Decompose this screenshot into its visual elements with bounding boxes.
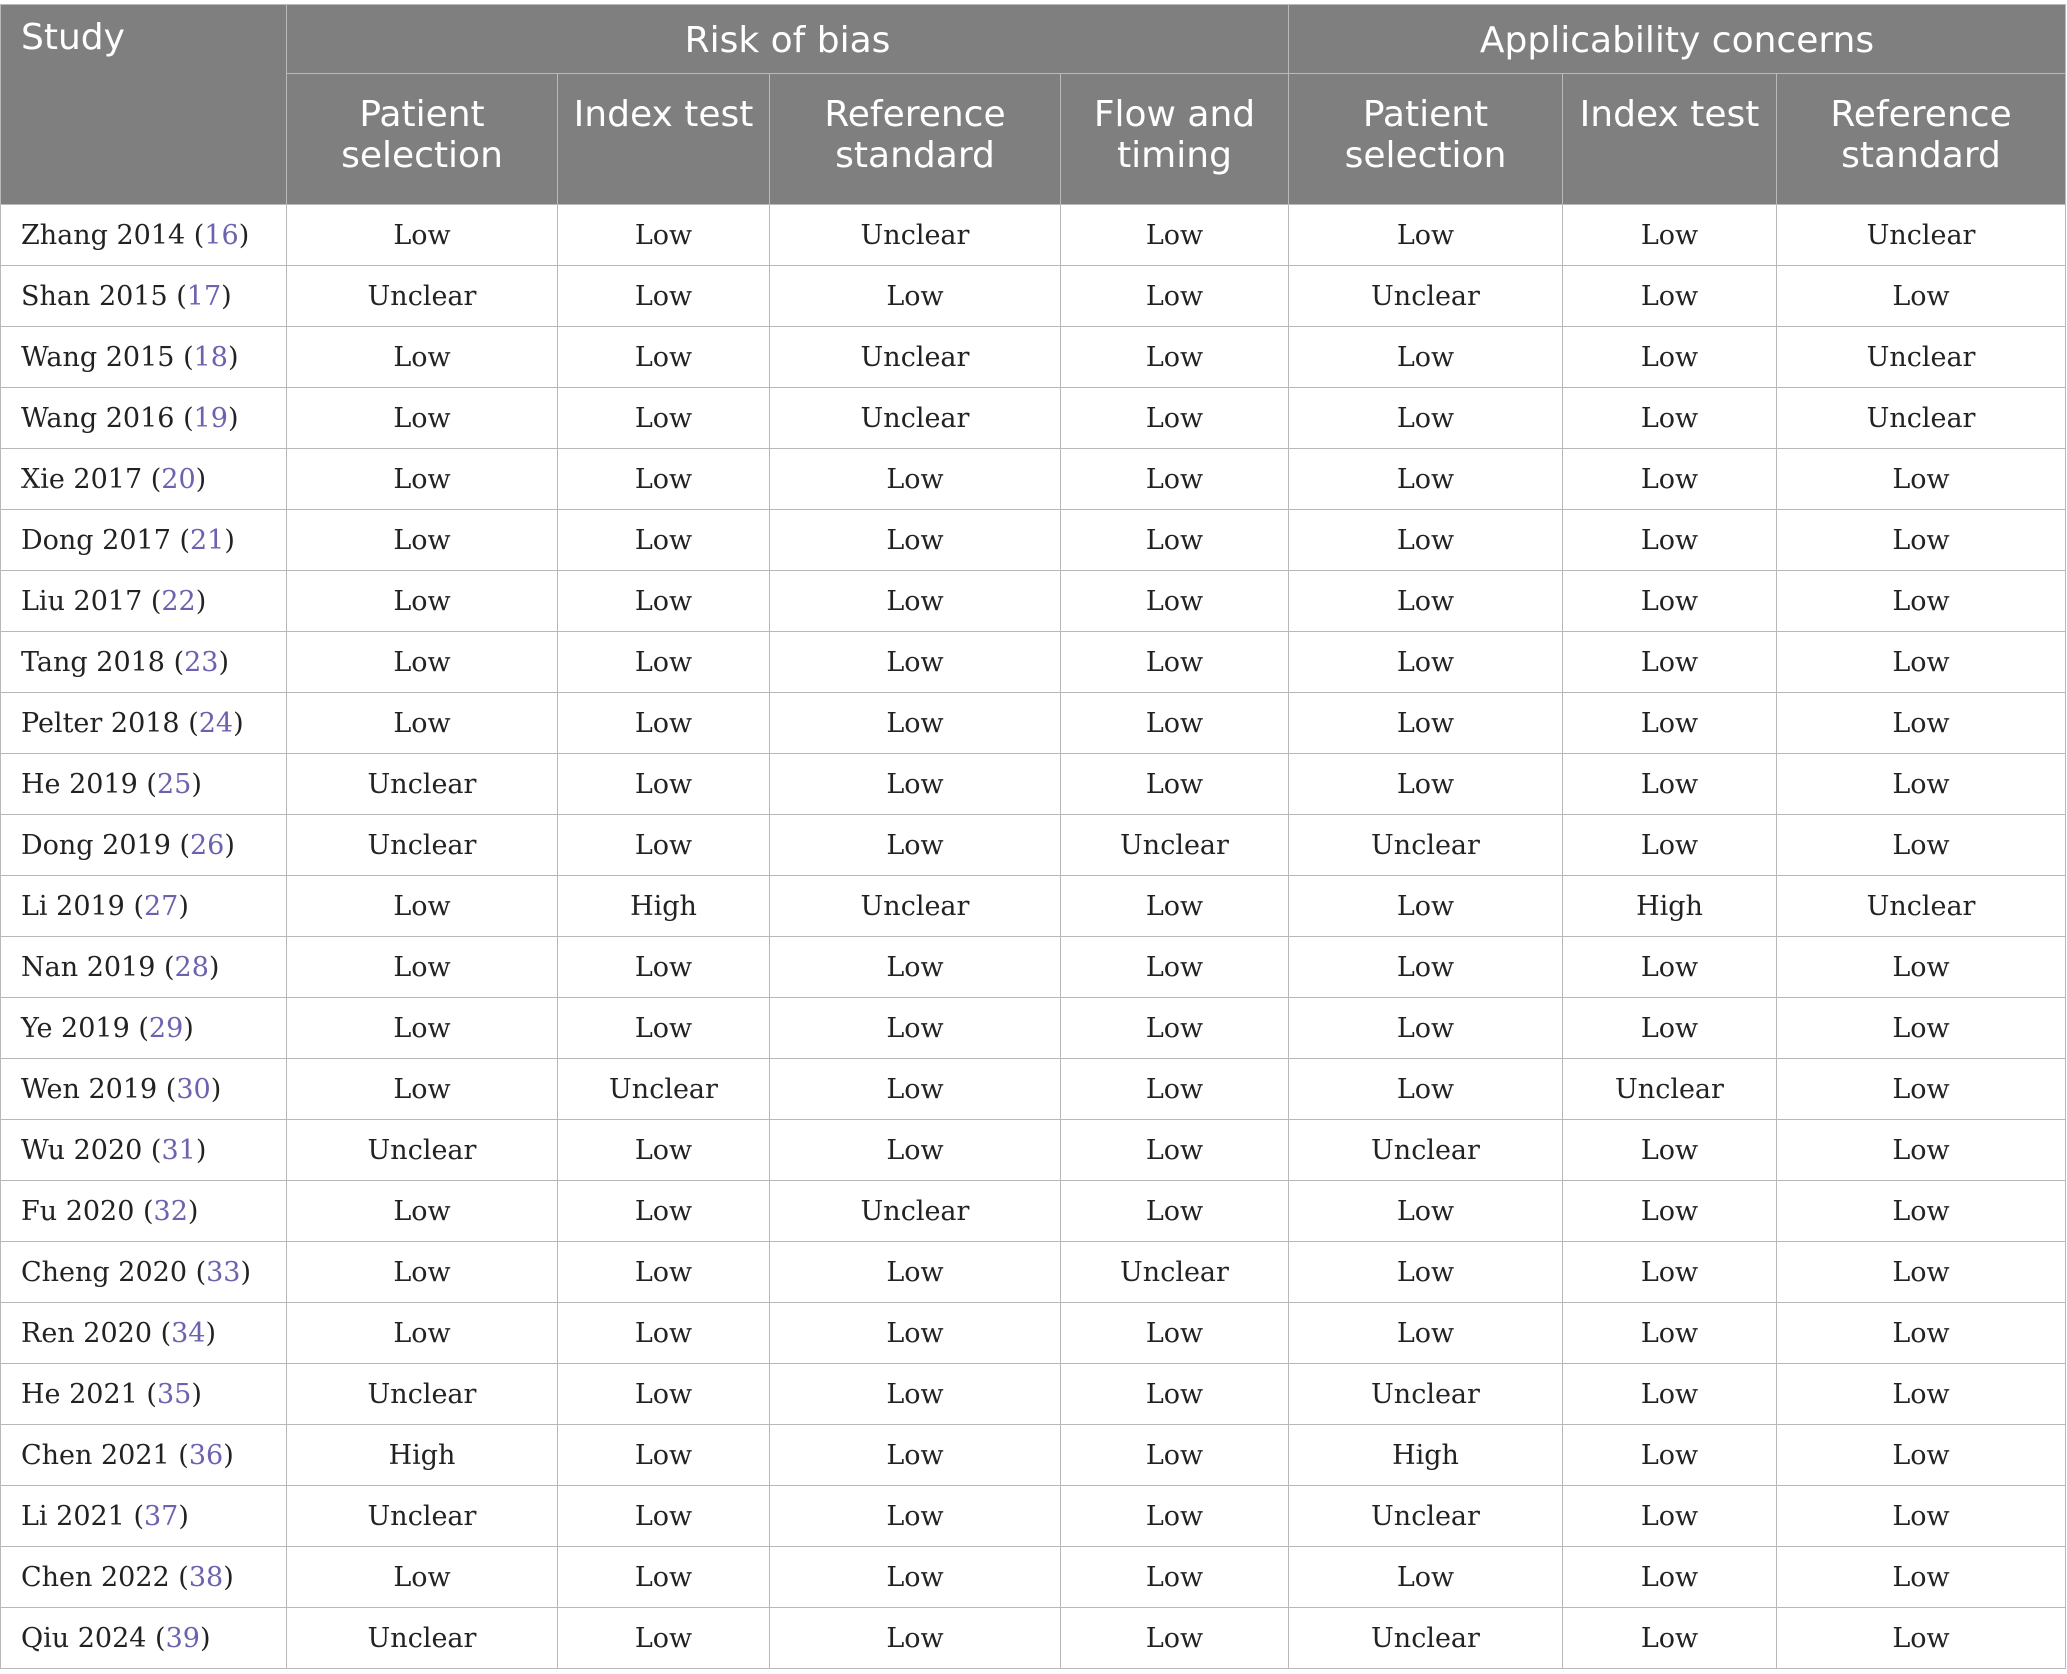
study-name: Nan 2019 bbox=[21, 951, 156, 983]
rating-cell: Low bbox=[287, 571, 558, 632]
rating-cell: Low bbox=[287, 327, 558, 388]
rating-cell: Low bbox=[1777, 815, 2066, 876]
rating-cell: Low bbox=[1563, 754, 1777, 815]
rating-cell: Low bbox=[1289, 1059, 1563, 1120]
study-name: Cheng 2020 bbox=[21, 1256, 187, 1288]
rating-cell: Low bbox=[1289, 693, 1563, 754]
table-row bbox=[1, 327, 2066, 388]
reference-link[interactable]: 25 bbox=[156, 768, 192, 800]
rating-cell: Low bbox=[1061, 1364, 1289, 1425]
rating-cell: Unclear bbox=[1061, 1242, 1289, 1303]
rating-cell: Low bbox=[770, 1059, 1061, 1120]
rating-cell: Low bbox=[1061, 1547, 1289, 1608]
rating-cell: Low bbox=[558, 815, 770, 876]
study-cell: Wang 2016 (19) bbox=[1, 388, 287, 449]
study-name: Li 2021 bbox=[21, 1500, 125, 1532]
reference-link[interactable]: 31 bbox=[161, 1134, 196, 1166]
rating-cell: Unclear bbox=[1289, 1486, 1563, 1547]
rating-cell: Low bbox=[770, 1242, 1061, 1303]
table-row bbox=[1, 1242, 2066, 1303]
rating-cell: Low bbox=[1061, 632, 1289, 693]
study-name: He 2019 bbox=[21, 768, 138, 800]
rating-cell: Unclear bbox=[1777, 327, 2066, 388]
rating-cell: Low bbox=[1289, 205, 1563, 266]
reference-link[interactable]: 30 bbox=[176, 1073, 211, 1105]
table-row bbox=[1, 1120, 2066, 1181]
table-row bbox=[1, 1181, 2066, 1242]
rating-cell: Unclear bbox=[1777, 876, 2066, 937]
study-cell: Dong 2017 (21) bbox=[1, 510, 287, 571]
column-header-line: Patient bbox=[359, 94, 485, 135]
rating-cell: Low bbox=[770, 1486, 1061, 1547]
rating-cell: Low bbox=[558, 1120, 770, 1181]
rating-cell: Low bbox=[1777, 1364, 2066, 1425]
rating-cell: Low bbox=[558, 1608, 770, 1669]
study-cell: Wen 2019 (30) bbox=[1, 1059, 287, 1120]
table-row bbox=[1, 632, 2066, 693]
rating-cell: Low bbox=[1061, 571, 1289, 632]
table-row bbox=[1, 1608, 2066, 1669]
study-cell: Liu 2017 (22) bbox=[1, 571, 287, 632]
study-name: Wu 2020 bbox=[21, 1134, 143, 1166]
column-header-ac-index-test bbox=[1563, 74, 1777, 205]
column-header-ac-reference-standard bbox=[1777, 74, 2066, 205]
study-cell: Wang 2015 (18) bbox=[1, 327, 287, 388]
rating-cell: Low bbox=[1061, 1486, 1289, 1547]
rating-cell: Low bbox=[1777, 1242, 2066, 1303]
reference-link[interactable]: 35 bbox=[156, 1378, 192, 1410]
reference-link[interactable]: 33 bbox=[206, 1256, 241, 1288]
reference-link[interactable]: 17 bbox=[186, 280, 222, 312]
rating-cell: Unclear bbox=[287, 754, 558, 815]
rating-cell: Low bbox=[1563, 327, 1777, 388]
rating-cell: Low bbox=[1061, 1303, 1289, 1364]
reference-link[interactable]: 36 bbox=[188, 1439, 224, 1471]
rating-cell: Low bbox=[1289, 754, 1563, 815]
study-name: Shan 2015 bbox=[21, 280, 168, 312]
column-header-study: Study bbox=[1, 5, 287, 205]
quadas-table bbox=[0, 4, 2066, 1669]
rating-cell: Low bbox=[1289, 632, 1563, 693]
rating-cell: Low bbox=[770, 571, 1061, 632]
rating-cell: Low bbox=[1777, 937, 2066, 998]
rating-cell: Unclear bbox=[770, 876, 1061, 937]
rating-cell: Low bbox=[558, 388, 770, 449]
rating-cell: Low bbox=[1061, 876, 1289, 937]
rating-cell: Low bbox=[558, 266, 770, 327]
rating-cell: Low bbox=[1289, 1181, 1563, 1242]
rating-cell: Low bbox=[558, 1303, 770, 1364]
rating-cell: Low bbox=[558, 1364, 770, 1425]
column-header-line: Reference bbox=[1830, 94, 2012, 135]
rating-cell: Low bbox=[1061, 693, 1289, 754]
study-cell: Dong 2019 (26) bbox=[1, 815, 287, 876]
reference-link[interactable]: 20 bbox=[161, 463, 196, 495]
rating-cell: Low bbox=[558, 632, 770, 693]
table-body bbox=[1, 205, 2066, 1669]
reference-link[interactable]: 22 bbox=[161, 585, 196, 617]
reference-link[interactable]: 26 bbox=[190, 829, 225, 861]
rating-cell: Low bbox=[558, 205, 770, 266]
rating-cell: Low bbox=[1061, 754, 1289, 815]
rating-cell: Unclear bbox=[1289, 1608, 1563, 1669]
rating-cell: Unclear bbox=[770, 205, 1061, 266]
study-cell: Ren 2020 (34) bbox=[1, 1303, 287, 1364]
column-header-line: Index test bbox=[1579, 94, 1760, 135]
rating-cell: Low bbox=[770, 937, 1061, 998]
rating-cell: Low bbox=[287, 632, 558, 693]
rating-cell: High bbox=[1563, 876, 1777, 937]
study-name: Ye 2019 bbox=[21, 1012, 130, 1044]
study-name: Xie 2017 bbox=[21, 463, 143, 495]
column-header-line: Patient bbox=[1362, 94, 1489, 135]
study-cell: Pelter 2018 (24) bbox=[1, 693, 287, 754]
reference-link[interactable]: 23 bbox=[184, 646, 219, 678]
rating-cell: Unclear bbox=[1289, 1120, 1563, 1181]
study-cell: Li 2019 (27) bbox=[1, 876, 287, 937]
rating-cell: Low bbox=[287, 449, 558, 510]
rating-cell: Low bbox=[1563, 815, 1777, 876]
rating-cell: Low bbox=[770, 1608, 1061, 1669]
table-row bbox=[1, 754, 2066, 815]
rating-cell: Low bbox=[1777, 510, 2066, 571]
study-name: Pelter 2018 bbox=[21, 707, 180, 739]
column-header-ac-patient-selection bbox=[1289, 74, 1563, 205]
table-row bbox=[1, 205, 2066, 266]
study-name: Wen 2019 bbox=[21, 1073, 158, 1105]
rating-cell: Low bbox=[1061, 1059, 1289, 1120]
table-row bbox=[1, 510, 2066, 571]
rating-cell: Low bbox=[1563, 388, 1777, 449]
rating-cell: Low bbox=[1563, 205, 1777, 266]
rating-cell: Low bbox=[1563, 571, 1777, 632]
rating-cell: Unclear bbox=[1777, 388, 2066, 449]
reference-link[interactable]: 21 bbox=[190, 524, 225, 556]
table-row bbox=[1, 1364, 2066, 1425]
rating-cell: Low bbox=[558, 449, 770, 510]
rating-cell: Low bbox=[770, 1425, 1061, 1486]
rating-cell: Low bbox=[558, 510, 770, 571]
reference-link[interactable]: 18 bbox=[193, 341, 228, 373]
rating-cell: Low bbox=[770, 510, 1061, 571]
rating-cell: Unclear bbox=[1777, 205, 2066, 266]
rating-cell: Low bbox=[1061, 266, 1289, 327]
column-header-rob-index-test bbox=[558, 74, 770, 205]
rating-cell: Unclear bbox=[770, 388, 1061, 449]
study-cell: Zhang 2014 (16) bbox=[1, 205, 287, 266]
rating-cell: Unclear bbox=[1289, 266, 1563, 327]
rating-cell: Low bbox=[287, 1303, 558, 1364]
rating-cell: Unclear bbox=[770, 327, 1061, 388]
column-header-line: Reference bbox=[824, 94, 1006, 135]
rating-cell: Low bbox=[1777, 266, 2066, 327]
rating-cell: Low bbox=[1777, 449, 2066, 510]
rating-cell: Unclear bbox=[287, 1364, 558, 1425]
rating-cell: Unclear bbox=[1289, 1364, 1563, 1425]
table-row bbox=[1, 1059, 2066, 1120]
rating-cell: Unclear bbox=[287, 266, 558, 327]
rating-cell: Low bbox=[1061, 1181, 1289, 1242]
rating-cell: Low bbox=[1777, 754, 2066, 815]
study-name: Ren 2020 bbox=[21, 1317, 152, 1349]
reference-link[interactable]: 32 bbox=[153, 1195, 188, 1227]
rating-cell: Low bbox=[558, 1425, 770, 1486]
rating-cell: Low bbox=[558, 1181, 770, 1242]
rating-cell: Unclear bbox=[1061, 815, 1289, 876]
reference-link[interactable]: 29 bbox=[148, 1012, 184, 1044]
study-name: Chen 2021 bbox=[21, 1439, 170, 1471]
rating-cell: High bbox=[287, 1425, 558, 1486]
reference-link[interactable]: 34 bbox=[171, 1317, 206, 1349]
rating-cell: Low bbox=[287, 1242, 558, 1303]
rating-cell: Low bbox=[1061, 510, 1289, 571]
study-cell: Cheng 2020 (33) bbox=[1, 1242, 287, 1303]
table-row bbox=[1, 1486, 2066, 1547]
rating-cell: Low bbox=[1289, 327, 1563, 388]
rating-cell: Unclear bbox=[1289, 815, 1563, 876]
table-row bbox=[1, 449, 2066, 510]
rating-cell: Unclear bbox=[770, 1181, 1061, 1242]
table-row bbox=[1, 937, 2066, 998]
rating-cell: Low bbox=[1061, 449, 1289, 510]
rating-cell: Low bbox=[770, 693, 1061, 754]
rating-cell: Low bbox=[1777, 632, 2066, 693]
rating-cell: Low bbox=[1563, 937, 1777, 998]
study-cell: Tang 2018 (23) bbox=[1, 632, 287, 693]
column-header-line: standard bbox=[835, 135, 995, 176]
study-name: Dong 2019 bbox=[21, 829, 171, 861]
study-name: Zhang 2014 bbox=[21, 219, 186, 251]
rating-cell: Low bbox=[770, 815, 1061, 876]
reference-link[interactable]: 16 bbox=[204, 219, 239, 251]
rating-cell: Low bbox=[287, 205, 558, 266]
rating-cell: Low bbox=[1061, 1120, 1289, 1181]
rating-cell: Low bbox=[1777, 1181, 2066, 1242]
table-row bbox=[1, 998, 2066, 1059]
rating-cell: Low bbox=[1563, 266, 1777, 327]
column-header-line: timing bbox=[1117, 135, 1232, 176]
rating-cell: Low bbox=[1061, 205, 1289, 266]
rating-cell: Low bbox=[1563, 998, 1777, 1059]
rating-cell: Low bbox=[770, 266, 1061, 327]
column-header-line: selection bbox=[341, 135, 503, 176]
rating-cell: Low bbox=[1777, 998, 2066, 1059]
table-header bbox=[1, 5, 2066, 205]
rating-cell: Low bbox=[1563, 632, 1777, 693]
study-cell: He 2021 (35) bbox=[1, 1364, 287, 1425]
study-name: He 2021 bbox=[21, 1378, 138, 1410]
table-row bbox=[1, 1303, 2066, 1364]
rating-cell: Low bbox=[1289, 1547, 1563, 1608]
rating-cell: Low bbox=[1061, 1608, 1289, 1669]
study-name: Fu 2020 bbox=[21, 1195, 135, 1227]
rating-cell: Low bbox=[558, 998, 770, 1059]
table-row bbox=[1, 1547, 2066, 1608]
rating-cell: Unclear bbox=[287, 1486, 558, 1547]
rating-cell: Unclear bbox=[287, 1120, 558, 1181]
reference-link[interactable]: 24 bbox=[198, 707, 234, 739]
reference-link[interactable]: 19 bbox=[193, 402, 228, 434]
study-name: Li 2019 bbox=[21, 890, 125, 922]
rating-cell: Low bbox=[1289, 388, 1563, 449]
rating-cell: Low bbox=[770, 632, 1061, 693]
column-header-rob-patient-selection bbox=[287, 74, 558, 205]
rating-cell: Low bbox=[1777, 1547, 2066, 1608]
rating-cell: High bbox=[1289, 1425, 1563, 1486]
rating-cell: Low bbox=[1289, 1303, 1563, 1364]
rating-cell: Low bbox=[287, 510, 558, 571]
column-header-line: selection bbox=[1344, 135, 1507, 176]
rating-cell: Unclear bbox=[287, 1608, 558, 1669]
rating-cell: Low bbox=[558, 937, 770, 998]
rating-cell: Low bbox=[1563, 1181, 1777, 1242]
rating-cell: High bbox=[558, 876, 770, 937]
rating-cell: Low bbox=[1289, 937, 1563, 998]
rating-cell: Low bbox=[1289, 449, 1563, 510]
rating-cell: Low bbox=[770, 1120, 1061, 1181]
study-cell: Ye 2019 (29) bbox=[1, 998, 287, 1059]
rating-cell: Unclear bbox=[1563, 1059, 1777, 1120]
study-name: Dong 2017 bbox=[21, 524, 171, 556]
rating-cell: Low bbox=[1061, 388, 1289, 449]
rating-cell: Low bbox=[1563, 1486, 1777, 1547]
rating-cell: Low bbox=[1563, 1120, 1777, 1181]
study-cell: Li 2021 (37) bbox=[1, 1486, 287, 1547]
study-name: Wang 2015 bbox=[21, 341, 175, 373]
rating-cell: Low bbox=[558, 1486, 770, 1547]
rating-cell: Low bbox=[287, 937, 558, 998]
table-row bbox=[1, 571, 2066, 632]
rating-cell: Low bbox=[1289, 998, 1563, 1059]
study-name: Wang 2016 bbox=[21, 402, 175, 434]
reference-link[interactable]: 28 bbox=[174, 951, 209, 983]
rating-cell: Low bbox=[558, 1242, 770, 1303]
rating-cell: Unclear bbox=[287, 815, 558, 876]
study-cell: Qiu 2024 (39) bbox=[1, 1608, 287, 1669]
rating-cell: Low bbox=[287, 876, 558, 937]
study-cell: Chen 2021 (36) bbox=[1, 1425, 287, 1486]
study-name: Qiu 2024 bbox=[21, 1622, 147, 1654]
column-header-rob-reference-standard bbox=[770, 74, 1061, 205]
rating-cell: Low bbox=[1061, 998, 1289, 1059]
rating-cell: Low bbox=[287, 388, 558, 449]
rating-cell: Low bbox=[1563, 510, 1777, 571]
rating-cell: Low bbox=[287, 1059, 558, 1120]
rating-cell: Low bbox=[558, 327, 770, 388]
rating-cell: Low bbox=[1563, 1425, 1777, 1486]
rating-cell: Low bbox=[770, 1547, 1061, 1608]
study-cell: Chen 2022 (38) bbox=[1, 1547, 287, 1608]
rating-cell: Low bbox=[287, 998, 558, 1059]
column-header-rob-flow-and-timing bbox=[1061, 74, 1289, 205]
table-row bbox=[1, 266, 2066, 327]
rating-cell: Low bbox=[1563, 1242, 1777, 1303]
rating-cell: Low bbox=[1563, 1303, 1777, 1364]
rating-cell: Low bbox=[1777, 1303, 2066, 1364]
rating-cell: Low bbox=[1289, 1242, 1563, 1303]
rating-cell: Low bbox=[1777, 1425, 2066, 1486]
reference-link[interactable]: 38 bbox=[188, 1561, 224, 1593]
rating-cell: Low bbox=[1777, 693, 2066, 754]
reference-link[interactable]: 39 bbox=[165, 1622, 200, 1654]
column-header-line: Flow and bbox=[1093, 94, 1256, 135]
rating-cell: Low bbox=[1563, 1364, 1777, 1425]
rating-cell: Low bbox=[1563, 449, 1777, 510]
rating-cell: Low bbox=[558, 571, 770, 632]
study-cell: Nan 2019 (28) bbox=[1, 937, 287, 998]
rating-cell: Low bbox=[1777, 1120, 2066, 1181]
table-row bbox=[1, 815, 2066, 876]
rating-cell: Low bbox=[770, 998, 1061, 1059]
rating-cell: Low bbox=[770, 754, 1061, 815]
rating-cell: Low bbox=[1777, 1608, 2066, 1669]
rating-cell: Low bbox=[1061, 327, 1289, 388]
study-name: Chen 2022 bbox=[21, 1561, 170, 1593]
group-header-applicability-concerns: Applicability concerns bbox=[1289, 5, 2066, 74]
rating-cell: Low bbox=[287, 1181, 558, 1242]
rating-cell: Low bbox=[1563, 693, 1777, 754]
study-name: Liu 2017 bbox=[21, 585, 143, 617]
rating-cell: Low bbox=[1777, 1486, 2066, 1547]
column-header-line: standard bbox=[1841, 135, 2001, 176]
rating-cell: Low bbox=[1061, 1425, 1289, 1486]
rating-cell: Low bbox=[558, 754, 770, 815]
study-cell: Shan 2015 (17) bbox=[1, 266, 287, 327]
rating-cell: Low bbox=[1777, 571, 2066, 632]
study-name: Tang 2018 bbox=[21, 646, 165, 678]
rating-cell: Low bbox=[1289, 510, 1563, 571]
rating-cell: Low bbox=[1563, 1547, 1777, 1608]
reference-link[interactable]: 27 bbox=[144, 890, 179, 922]
table-row bbox=[1, 876, 2066, 937]
rating-cell: Low bbox=[287, 1547, 558, 1608]
rating-cell: Low bbox=[770, 1303, 1061, 1364]
study-cell: He 2019 (25) bbox=[1, 754, 287, 815]
table-row bbox=[1, 693, 2066, 754]
rating-cell: Low bbox=[558, 1547, 770, 1608]
rating-cell: Low bbox=[1289, 571, 1563, 632]
group-header-risk-of-bias: Risk of bias bbox=[287, 5, 1289, 74]
column-header-line: Index test bbox=[573, 94, 754, 135]
rating-cell: Low bbox=[1289, 876, 1563, 937]
rating-cell: Low bbox=[1777, 1059, 2066, 1120]
rating-cell: Unclear bbox=[558, 1059, 770, 1120]
rating-cell: Low bbox=[770, 1364, 1061, 1425]
rating-cell: Low bbox=[1061, 937, 1289, 998]
reference-link[interactable]: 37 bbox=[144, 1500, 179, 1532]
rating-cell: Low bbox=[770, 449, 1061, 510]
table-row bbox=[1, 1425, 2066, 1486]
study-cell: Fu 2020 (32) bbox=[1, 1181, 287, 1242]
table-row bbox=[1, 388, 2066, 449]
rating-cell: Low bbox=[1563, 1608, 1777, 1669]
study-cell: Wu 2020 (31) bbox=[1, 1120, 287, 1181]
rating-cell: Low bbox=[558, 693, 770, 754]
study-cell: Xie 2017 (20) bbox=[1, 449, 287, 510]
rating-cell: Low bbox=[287, 693, 558, 754]
